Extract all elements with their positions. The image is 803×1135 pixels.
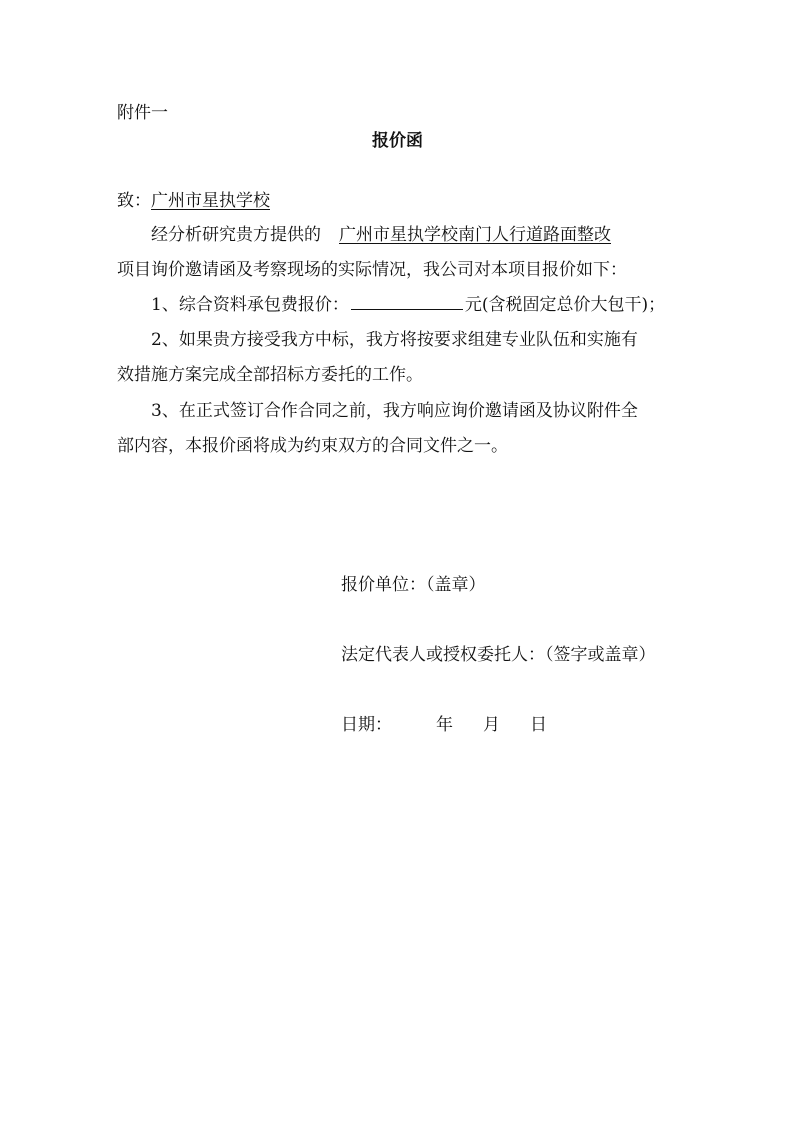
attachment-label: 附件一 — [117, 103, 168, 123]
recipient-line — [117, 186, 270, 211]
intro-line-1 — [151, 220, 611, 245]
date-year: 年 — [436, 715, 453, 735]
intro-prefix: 经分析研究贵方提供的 — [151, 225, 321, 245]
date-day: 日 — [530, 715, 547, 735]
item-1-prefix: 1、综合资料承包费报价： — [151, 295, 349, 315]
date-line — [341, 710, 547, 735]
recipient-name: 广州市星执学校 — [151, 191, 270, 211]
item-2-line-1: 2、如果贵方接受我方中标，我方将按要求组建专业队伍和实施有 — [151, 330, 638, 350]
document-title: 报价函 — [372, 131, 423, 151]
item-1-suffix: 元(含税固定总价大包干)； — [464, 295, 666, 315]
item-3-line-1: 3、在正式签订合作合同之前，我方响应询价邀请函及协议附件全 — [151, 401, 638, 421]
quoting-unit-label: 报价单位：（盖章） — [341, 575, 486, 595]
date-month: 月 — [483, 715, 500, 735]
project-name: 广州市星执学校南门人行道路面整改 — [339, 225, 611, 245]
representative-label: 法定代表人或授权委托人：（签字或盖章） — [341, 645, 656, 665]
item-1-line — [151, 290, 665, 315]
intro-line-2: 项目询价邀请函及考察现场的实际情况，我公司对本项目报价如下： — [117, 260, 627, 280]
date-label: 日期： — [341, 715, 392, 735]
to-prefix: 致： — [117, 191, 151, 211]
item-2-line-2: 效措施方案完成全部招标方委托的工作。 — [117, 365, 423, 385]
price-blank — [351, 295, 463, 310]
item-3-line-2: 部内容，本报价函将成为约束双方的合同文件之一。 — [117, 436, 508, 456]
